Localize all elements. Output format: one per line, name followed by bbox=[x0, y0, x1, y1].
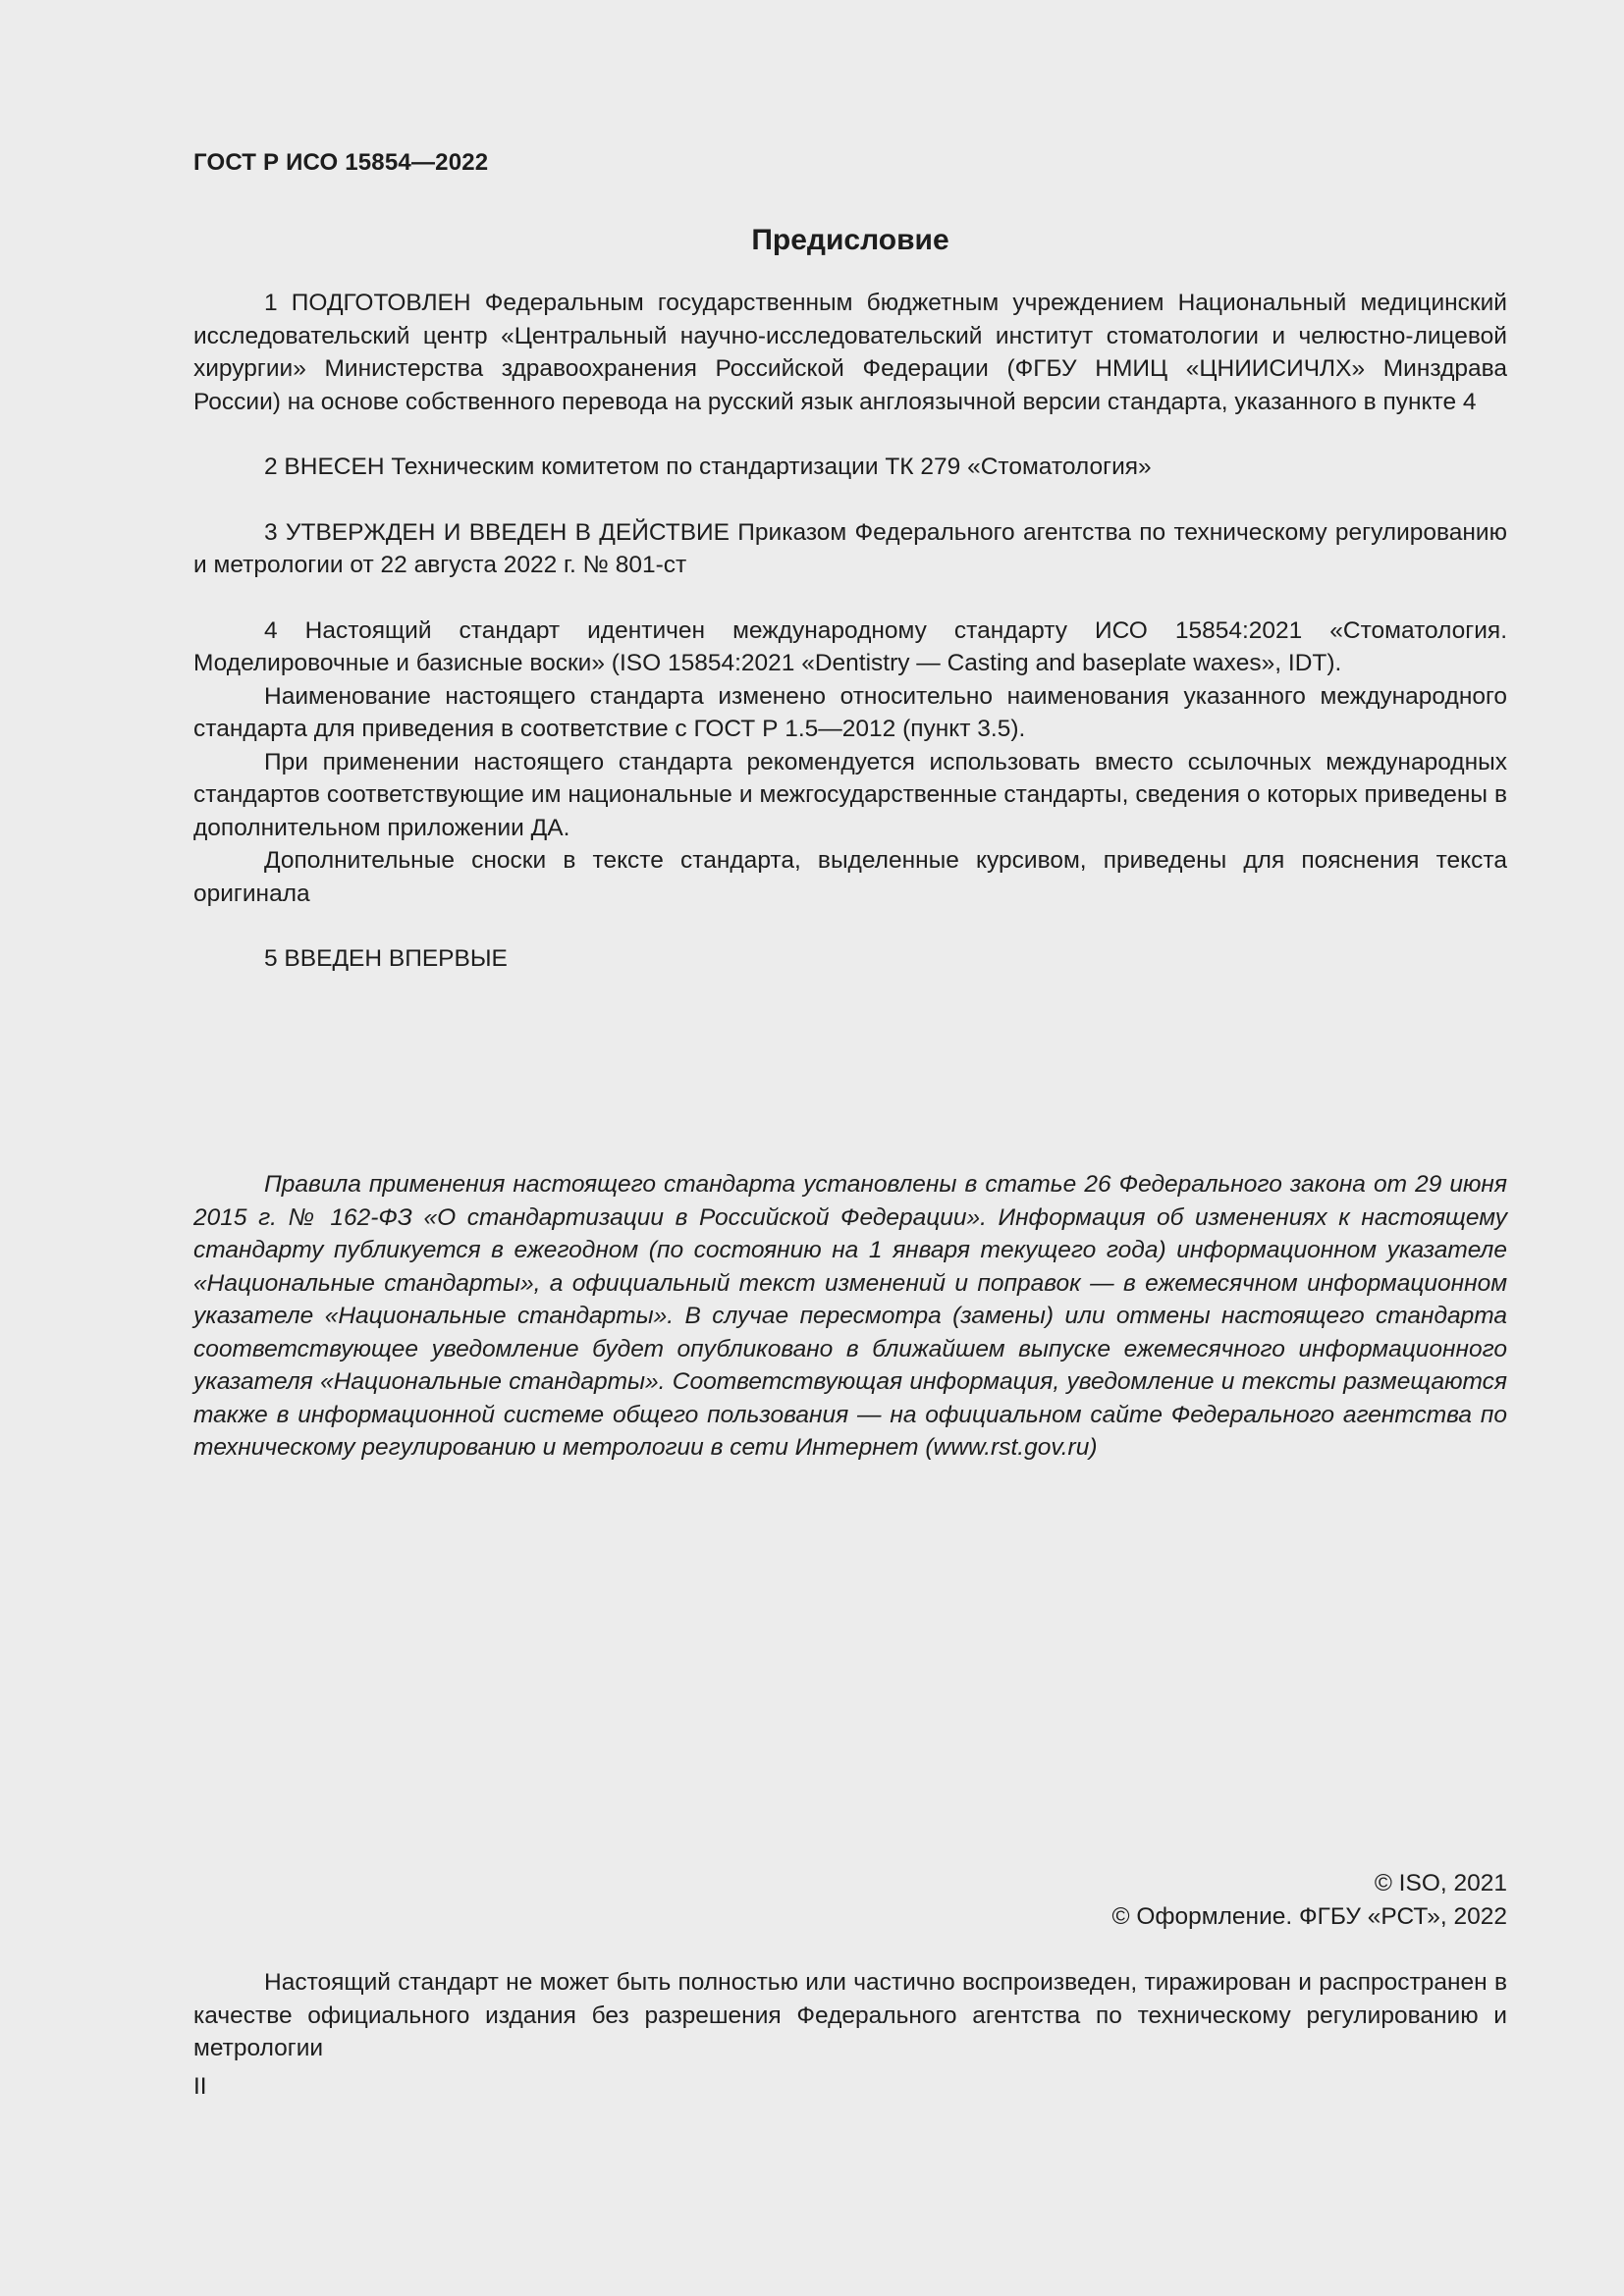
copyright-iso: © ISO, 2021 bbox=[1374, 1870, 1507, 1896]
page-number: II bbox=[193, 2073, 207, 2100]
foreword-item-4-note-title: Наименование настоящего стандарта изменено относительно наименования указанного международного стандарта для приведения в соответствие с ГОСТ Р 1.5—2012 (пункт 3.5). bbox=[193, 682, 1507, 742]
foreword-body bbox=[193, 287, 1507, 976]
reproduction-notice bbox=[193, 1966, 1507, 2065]
foreword-item-1: 1 ПОДГОТОВЛЕН Федеральным государственным бюджетным учреждением Национальный медицинский исследовательский центр «Центральный научно-исследовательский институт стоматологии и челюстно-лицевой хирургии» Министерства здравоохранения Российской Федерации (ФГБУ НМИЦ «ЦНИИСИЧЛХ» Минздрава России) на основе собственного перевода на русский язык англоязычной версии стандарта, указанного в пункте 4 bbox=[193, 290, 1507, 415]
application-rules-text: Правила применения настоящего стандарта установлены в статье 26 Федерального закона от 29 июня 2015 г. № 162-ФЗ «О стандартизации в Российской Федерации». Информация об изменениях к настоящему стандарту публикуется в ежегодном (по состоянию на 1 января текущего года) информационном указателе «Национальные стандарты», а официальный текст изменений и поправок — в ежемесячном информационном указателе «Национальные стандарты». В случае пересмотра (замены) или отмены настоящего стандарта соответствующее уведомление будет опубликовано в ближайшем выпуске ежемесячного информационного указателя «Национальные стандарты». Соответствующая информация, уведомление и тексты размещаются также в информационной системе общего пользования — на официальном сайте Федерального агентства по техническому регулированию и метрологии в сети Интернет (www.rst.gov.ru) bbox=[193, 1171, 1507, 1461]
foreword-item-2: 2 ВНЕСЕН Техническим комитетом по стандартизации ТК 279 «Стоматология» bbox=[264, 454, 1152, 480]
application-rules-notice bbox=[193, 1168, 1507, 1465]
foreword-item-3: 3 УТВЕРЖДЕН И ВВЕДЕН В ДЕЙСТВИЕ Приказом Федерального агентства по техническому регулированию и метрологии от 22 августа 2022 г. № 801-ст bbox=[193, 518, 1507, 578]
foreword-title: Предисловие bbox=[751, 224, 949, 256]
foreword-item-4-note-footnotes: Дополнительные сноски в тексте стандарта, выделенные курсивом, приведены для пояснения текста оригинала bbox=[193, 847, 1507, 907]
foreword-item-4-note-references: При применении настоящего стандарта рекомендуется использовать вместо ссылочных международных стандартов соответствующие им национальные и межгосударственные стандарты, сведения о которых приведены в дополнительном приложении ДА. bbox=[193, 748, 1507, 841]
copyright-block bbox=[1111, 1867, 1507, 1933]
copyright-design: © Оформление. ФГБУ «РСТ», 2022 bbox=[1111, 1902, 1507, 1930]
document-code: ГОСТ Р ИСО 15854—2022 bbox=[193, 149, 489, 176]
foreword-item-5: 5 ВВЕДЕН ВПЕРВЫЕ bbox=[264, 945, 508, 972]
foreword-item-4: 4 Настоящий стандарт идентичен международному стандарту ИСО 15854:2021 «Стоматология. Моделировочные и базисные воски» (ISO 15854:2021 «Dentistry — Casting and baseplate waxes», IDT). bbox=[193, 616, 1507, 676]
reproduction-notice-text: Настоящий стандарт не может быть полностью или частично воспроизведен, тиражирован и распространен в качестве официального издания без разрешения Федерального агентства по техническому регулированию и метрологии bbox=[193, 1969, 1507, 2061]
